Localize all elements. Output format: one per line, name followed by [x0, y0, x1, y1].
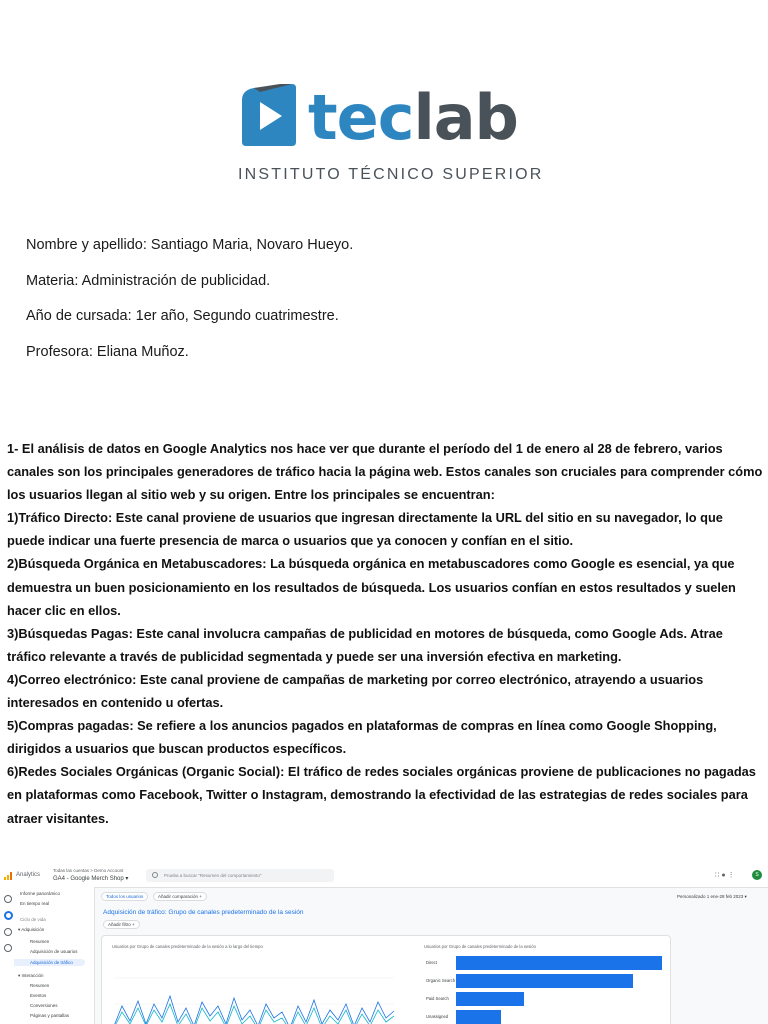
paragraph: 1- El análisis de datos en Google Analytics nos hace ver que durante el período del 1 de enero al 28 de febrero, varios canales son los principales generadores de tráfico hacia la página web. Estos canales son cruciales para comprender cómo los usuarios llegan al sitio web y su origen. Entre los principales se encuentran: [7, 441, 763, 503]
nav-engagement[interactable]: ▾ Interacción [18, 973, 44, 978]
paragraph: 1)Tráfico Directo: Este canal proviene de usuarios que ingresan directamente la URL del sitio en su navegador, lo que puede indicar una fuerte presencia de marca o usuarios que ya conocen y confían en el sitio. [7, 510, 723, 549]
analysis-text [7, 437, 763, 830]
apps-icon[interactable]: ∷ [715, 872, 720, 879]
reports-icon[interactable] [4, 911, 13, 920]
nav-traffic-acquisition[interactable]: Adquisición de tráfico [14, 959, 85, 966]
student-name: Nombre y apellido: Santiago Maria, Novaro Hueyo. [26, 237, 354, 253]
nav-acquisition[interactable]: ▾ Adquisición [18, 927, 45, 932]
logo-subtitle: INSTITUTO TÉCNICO SUPERIOR [238, 166, 544, 183]
nav-pages[interactable]: Páginas y pantallas [30, 1013, 70, 1018]
charts-card [101, 935, 671, 1024]
logo-lab: lab [413, 81, 518, 154]
ga-search-input[interactable] [146, 869, 334, 882]
analytics-screenshot [0, 865, 768, 1024]
ga-top-icons [715, 871, 735, 879]
home-icon[interactable] [4, 895, 12, 903]
help-icon[interactable]: ● [721, 872, 726, 879]
nav-lifecycle: Ciclo de vida [20, 917, 46, 922]
explore-icon[interactable] [4, 928, 12, 936]
bar-chart-title: Usuarios por Grupo de canales predeterminado de la sesión [424, 944, 536, 949]
student-info [26, 236, 353, 378]
date-range-selector[interactable]: Personalizado 1 ene-28 feb 2023 ▾ [677, 894, 747, 899]
chip-add-comparison[interactable]: Añadir comparación + [153, 892, 207, 901]
avatar[interactable]: S [752, 870, 762, 880]
play-icon [240, 82, 298, 150]
paragraph: 6)Redes Sociales Orgánicas (Organic Social): El tráfico de redes sociales orgánicas proviene de publicaciones no pagadas en plataformas como Facebook, Twitter o Instagram, demostrando la efectividad de las estrategias de redes sociales para atraer visitantes. [7, 764, 756, 826]
ga-account-path[interactable]: Todas las cuentas > Demo Account [53, 868, 124, 873]
line-chart [114, 966, 404, 1024]
nav-conversions[interactable]: Conversiones [30, 1003, 58, 1008]
paragraph: 5)Compras pagadas: Se refiere a los anuncios pagados en plataformas de compras en línea como Google Shopping, dirigidos a usuarios que buscan productos específicos. [7, 718, 717, 757]
ga-topbar [0, 865, 768, 888]
paragraph: 2)Búsqueda Orgánica en Metabuscadores: La búsqueda orgánica en metabuscadores como Google es esencial, ya que demuestra un buen posicionamiento en los resultados de búsqueda. Los usuarios confían en estos resultados y suelen hacer clic en ellos. [7, 556, 736, 618]
nav-home[interactable]: Informe panorámico [20, 891, 61, 896]
paragraph: 3)Búsquedas Pagas: Este canal involucra campañas de publicidad en motores de búsqueda, como Google Ads. Atrae tráfico relevante a través de publicidad segmentada y puede ser una inversión efectiva en marketing. [7, 625, 723, 664]
ga-main [95, 887, 768, 1024]
nav-events[interactable]: Eventos [30, 993, 47, 998]
ga-property-selector[interactable]: GA4 - Google Merch Shop ▾ [53, 876, 129, 882]
nav-acq-overview[interactable]: Resumen [30, 939, 50, 944]
chip-all-users[interactable]: Todos los usuarios [101, 892, 148, 901]
subject: Materia: Administración de publicidad. [26, 272, 271, 289]
nav-user-acquisition[interactable]: Adquisición de usuarios [30, 949, 78, 954]
nav-realtime[interactable]: En tiempo real [20, 901, 50, 906]
logo-tec: tec [308, 81, 414, 154]
ga-search-placeholder: Prueba a buscar "Resumen del comportamiento" [164, 873, 262, 878]
paragraph: 4)Correo electrónico: Este canal proviene de campañas de marketing por correo electrónico, atrayendo a usuarios interesados en contenido u ofertas. [7, 671, 704, 711]
line-series-1 [114, 996, 394, 1024]
logo-wordmark [308, 78, 518, 158]
bar-label: Organic Search [426, 978, 456, 983]
bar [456, 956, 662, 970]
ga-app-title[interactable]: Analytics [16, 872, 41, 878]
line-chart-title: Usuarios por Grupo de canales predeterminado de la sesión a lo largo del tiempo [112, 944, 263, 949]
ga-sidebar [14, 887, 95, 1024]
bar [456, 992, 524, 1006]
more-icon[interactable]: ⋮ [727, 872, 735, 879]
course-year: Año de cursada: 1er año, Segundo cuatrimestre. [26, 308, 339, 324]
teclab-logo [236, 78, 544, 188]
search-icon [152, 872, 158, 878]
analytics-logo-icon [4, 872, 12, 880]
report-title: Adquisición de tráfico: Grupo de canales predeterminado de la sesión [103, 909, 304, 916]
ga-left-rail [0, 887, 14, 1024]
advertising-icon[interactable] [4, 944, 12, 952]
bar [456, 974, 633, 988]
bar-label: Paid Search [426, 996, 449, 1001]
bar-label: Unassigned [426, 1014, 449, 1019]
bar [456, 1010, 501, 1024]
chip-add-filter[interactable]: Añadir filtro + [103, 920, 140, 929]
teacher: Profesora: Eliana Muñoz. [26, 343, 189, 360]
bar-label: Direct [426, 960, 437, 965]
nav-eng-overview[interactable]: Resumen [30, 983, 50, 988]
